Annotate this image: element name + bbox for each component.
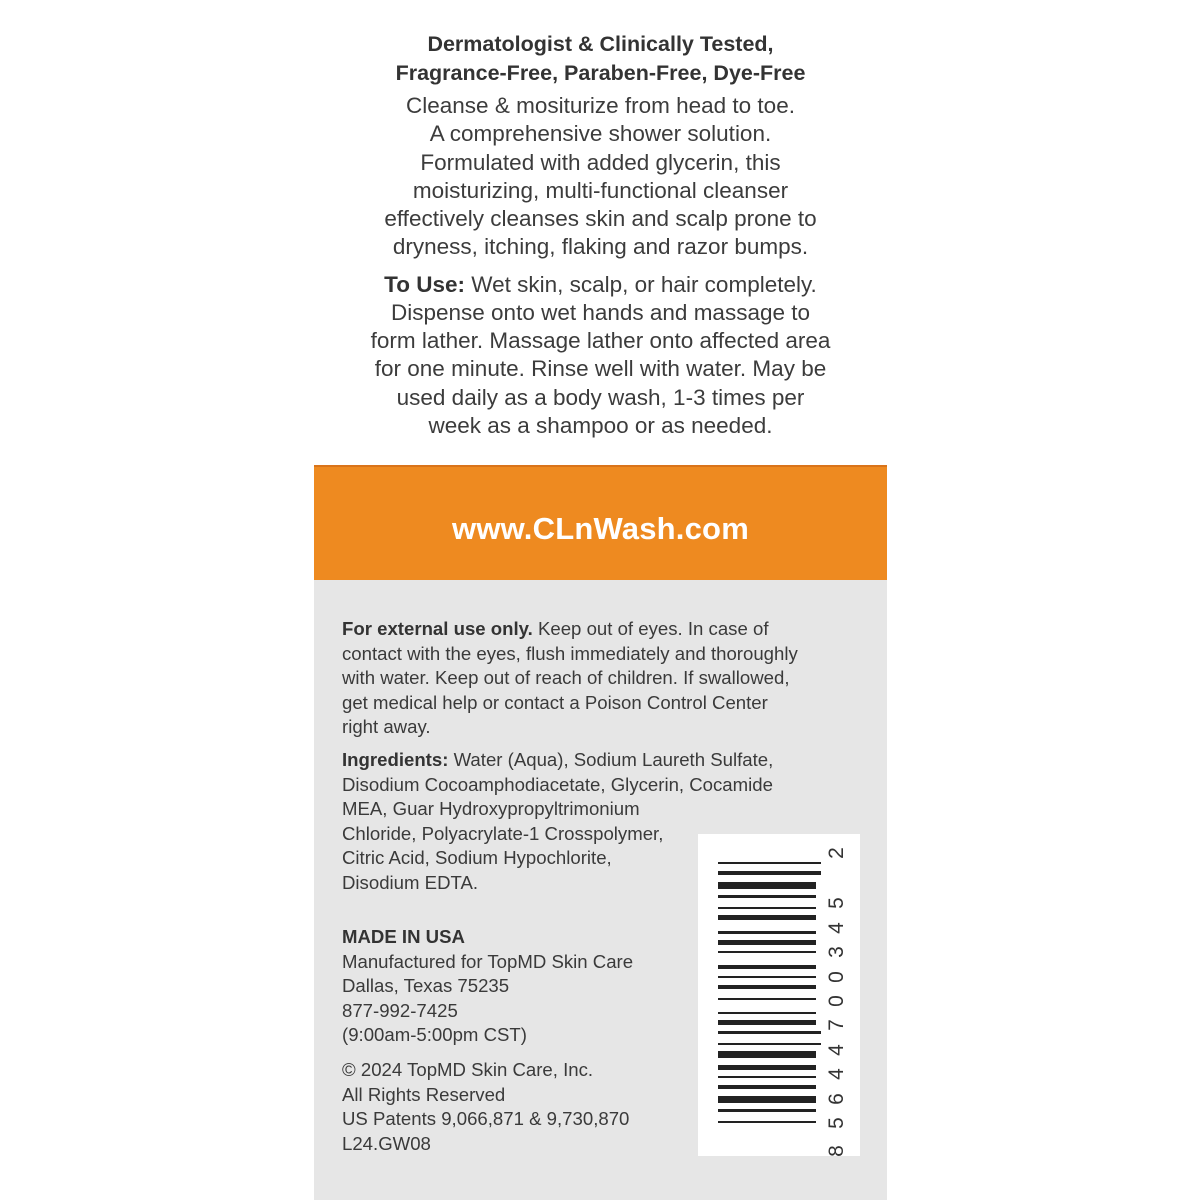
description-line: Formulated with added glycerin, this <box>420 149 781 175</box>
barcode-bar <box>718 1096 816 1103</box>
barcode-bars <box>718 862 821 1124</box>
barcode-bar <box>718 862 821 864</box>
ingredients-line: MEA, Guar Hydroxypropyltrimonium <box>342 798 640 820</box>
barcode <box>698 834 860 1156</box>
barcode-digit: 4 <box>825 1043 848 1056</box>
directions-line: used daily as a body wash, 1-3 times per <box>396 384 805 410</box>
product-claims <box>314 30 887 87</box>
warning-first-text: Keep out of eyes. In case of <box>532 618 769 639</box>
copyright-text: © 2024 TopMD Skin Care, Inc. <box>342 1059 594 1080</box>
description-line: effectively cleanses skin and scalp prone to <box>384 206 817 232</box>
lot-code: L24.GW08 <box>342 1132 431 1154</box>
barcode-bar <box>718 871 821 876</box>
barcode-bar <box>718 1031 821 1033</box>
directions-line: week as a shampoo or as needed. <box>428 412 773 438</box>
product-description <box>314 92 887 262</box>
barcode-bar <box>718 1121 816 1123</box>
directions-line: Dispense onto wet hands and massage to <box>390 299 811 325</box>
barcode-digit: 2 <box>825 847 848 859</box>
manufacturer-phone: 877-992-7425 <box>342 999 458 1021</box>
ingredients-label: Ingredients: <box>342 749 449 770</box>
barcode-bar <box>718 907 816 909</box>
product-info-top <box>314 30 887 440</box>
barcode-digit: 5 <box>825 897 848 910</box>
warning-text <box>342 617 842 740</box>
barcode-digit: 7 <box>825 1019 848 1032</box>
description-line: dryness, itching, flaking and razor bumps. <box>392 234 809 260</box>
barcode-digit: 6 <box>825 1092 848 1105</box>
barcode-bar <box>718 1109 816 1111</box>
claims-line: Fragrance-Free, Paraben-Free, Dye-Free <box>395 60 806 85</box>
barcode-bar <box>718 940 816 945</box>
warning-line: get medical help or contact a Poison Control Center <box>342 691 768 713</box>
barcode-digit: 5 <box>825 1117 848 1129</box>
website-banner <box>314 465 887 580</box>
claims-line: Dermatologist & Clinically Tested, <box>427 32 774 56</box>
barcode-bar <box>718 1051 816 1058</box>
barcode-bar <box>718 882 816 889</box>
manufacturer-hours: (9:00am-5:00pm CST) <box>342 1024 527 1046</box>
warning-line: right away. <box>342 716 431 738</box>
barcode-bar <box>718 895 816 897</box>
barcode-bar <box>718 951 816 953</box>
ingredients-line: Chloride, Polyacrylate-1 Crosspolymer, <box>342 822 664 844</box>
manufacturer-address: Dallas, Texas 75235 <box>342 975 510 997</box>
ingredients-line: Disodium EDTA. <box>342 871 479 893</box>
description-line: Cleanse & mositurize from head to toe. <box>406 93 795 118</box>
barcode-bar <box>718 915 816 920</box>
barcode-digit: 0 <box>825 970 848 983</box>
barcode-bar <box>718 976 816 978</box>
description-line: moisturizing, multi-functional cleanser <box>412 177 789 203</box>
barcode-bar <box>718 1085 816 1090</box>
barcode-digit: 4 <box>825 921 848 934</box>
ingredients-first-line <box>342 748 842 773</box>
barcode-digit: 4 <box>825 1068 848 1081</box>
barcode-bar <box>718 1012 816 1014</box>
warning-line: with water. Keep out of reach of children. If swallowed, <box>342 667 790 689</box>
barcode-digit: 0 <box>825 995 848 1007</box>
barcode-bar <box>718 985 816 990</box>
ingredients-line: Citric Acid, Sodium Hypochlorite, <box>342 847 612 869</box>
directions-line: for one minute. Rinse well with water. May be <box>374 356 827 382</box>
barcode-bar <box>718 1065 816 1070</box>
warning-line: contact with the eyes, flush immediately and thoroughly <box>342 642 798 664</box>
barcode-digit: 3 <box>825 946 848 959</box>
directions-label: To Use: <box>384 271 466 297</box>
patents-text: US Patents 9,066,871 & 9,730,870 <box>342 1108 630 1130</box>
origin-label: MADE IN USA <box>342 926 465 947</box>
website-url: www.CLnWash.com <box>452 511 749 546</box>
directions-first-line <box>314 271 887 299</box>
rights-text: All Rights Reserved <box>342 1083 506 1105</box>
barcode-bar <box>718 1076 816 1078</box>
barcode-bar <box>718 998 816 1000</box>
ingredients-line: Disodium Cocoamphodiacetate, Glycerin, Cocamide <box>342 773 773 795</box>
directions <box>314 271 887 440</box>
directions-first-text: Wet skin, scalp, or hair completely. <box>465 271 817 297</box>
barcode-bar <box>718 1043 821 1045</box>
barcode-number <box>822 842 852 1157</box>
barcode-bar <box>718 931 816 933</box>
barcode-bar <box>718 1020 816 1025</box>
manufacturer-company: Manufactured for TopMD Skin Care <box>342 950 634 972</box>
barcode-digit: 8 <box>825 1145 848 1157</box>
warning-label: For external use only. <box>342 618 533 639</box>
directions-line: form lather. Massage lather onto affected area <box>370 328 831 354</box>
ingredients-first-text: Water (Aqua), Sodium Laureth Sulfate, <box>448 749 774 770</box>
description-line: A comprehensive shower solution. <box>429 121 772 147</box>
warning-first-line <box>342 617 842 642</box>
barcode-bar <box>718 965 816 970</box>
